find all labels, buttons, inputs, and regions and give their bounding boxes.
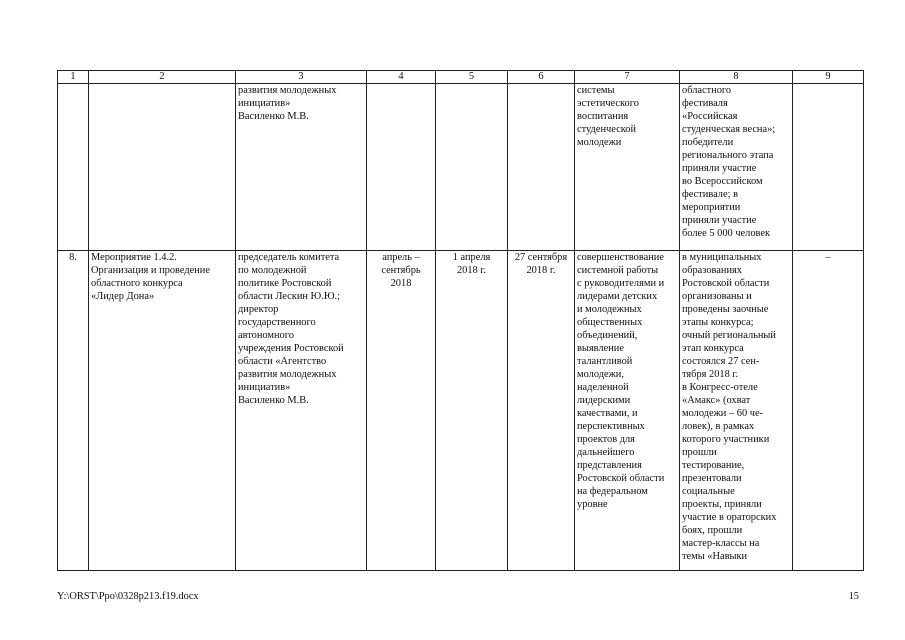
text-line: 2018 (390, 278, 412, 289)
col-header-4: 4 (367, 71, 436, 84)
text-line: образованиях (682, 265, 743, 276)
text-line: фестиваля (682, 98, 728, 109)
text-line: боях, прошли (682, 525, 743, 536)
text-line: проведены заочные (682, 304, 769, 315)
text-line: развития молодежных (238, 369, 337, 380)
text-line: сентябрь (381, 265, 421, 276)
text-line: этапы конкурса; (682, 317, 754, 328)
text-line: более 5 000 человек (682, 228, 771, 239)
col-header-6: 6 (508, 71, 575, 84)
text-line: совершенствование (577, 252, 664, 263)
text-line: лидерскими (577, 395, 631, 406)
header-row (58, 71, 864, 84)
text-line: уровне (577, 499, 608, 510)
text-line: 1 апреля (452, 252, 491, 263)
text-line: эстетического (577, 98, 639, 109)
text-line: Василенко М.В. (238, 395, 309, 406)
col-header-7: 7 (575, 71, 680, 84)
text-line: общественных (577, 317, 643, 328)
text-line: приняли участие (682, 163, 757, 174)
cell-responsible (236, 84, 367, 251)
page-number: 15 (848, 591, 859, 602)
text-line: молодежи, (577, 369, 624, 380)
table-row (58, 84, 864, 251)
text-line: с руководителями и (577, 278, 665, 289)
text-line: тября 2018 г. (682, 369, 739, 380)
cell-reasons: – (793, 251, 864, 571)
cell-event (89, 84, 236, 251)
text-line: и молодежных (577, 304, 642, 315)
cell-planned-period (367, 251, 436, 571)
text-line: наделенной (577, 382, 629, 393)
events-table (57, 70, 864, 571)
text-line: объединений, (577, 330, 638, 341)
text-line: директор (238, 304, 279, 315)
text-line: «Российская (682, 111, 738, 122)
text-line: социальные (682, 486, 735, 497)
text-line: учреждения Ростовской (238, 343, 344, 354)
text-line: участие в ораторских (682, 512, 777, 523)
text-line: инициатив» (238, 382, 291, 393)
text-line: Организация и проведение (91, 265, 210, 276)
text-line: инициатив» (238, 98, 291, 109)
text-line: области «Агентство (238, 356, 327, 367)
text-line: молодежи – 60 че- (682, 408, 764, 419)
text-line: приняли участие (682, 215, 757, 226)
text-line: Мероприятие 1.4.2. (91, 252, 177, 263)
text-line: прошли (682, 447, 717, 458)
text-line: дальнейшего (577, 447, 635, 458)
cell-responsible (236, 251, 367, 571)
text-line: талантливой (577, 356, 633, 367)
col-header-3: 3 (236, 71, 367, 84)
cell-start-date (436, 251, 508, 571)
text-line: на федеральном (577, 486, 648, 497)
text-line: студенческой (577, 124, 636, 135)
cell-end-date (508, 251, 575, 571)
cell-expected-result (575, 251, 680, 571)
text-line: в Конгресс-отеле (682, 382, 758, 393)
cell-expected-result (575, 84, 680, 251)
text-line: регионального этапа (682, 150, 774, 161)
text-line: фестивале; в (682, 189, 738, 200)
col-header-1: 1 (58, 71, 89, 84)
col-header-5: 5 (436, 71, 508, 84)
text-line: презентовали (682, 473, 742, 484)
text-line: 2018 г. (456, 265, 487, 276)
text-line: политике Ростовской (238, 278, 332, 289)
table-row (58, 251, 864, 571)
cell-actual-result (680, 251, 793, 571)
text-line: темы «Навыки (682, 551, 748, 562)
text-line: которого участники (682, 434, 770, 445)
text-line: проекты, приняли (682, 499, 762, 510)
text-line: организованы и (682, 291, 752, 302)
text-line: системы (577, 85, 615, 96)
text-line: в муниципальных (682, 252, 762, 263)
text-line: студенческая весна»; (682, 124, 776, 135)
text-line: областного конкурса (91, 278, 183, 289)
text-line: «Лидер Дона» (91, 291, 155, 302)
text-line: Ростовской области (682, 278, 770, 289)
col-header-2: 2 (89, 71, 236, 84)
text-line: 2018 г. (526, 265, 556, 276)
text-line: ловек), в рамках (682, 421, 755, 432)
cell-event (89, 251, 236, 571)
text-line: лидерами детских (577, 291, 658, 302)
text-line: государственного (238, 317, 316, 328)
cell-actual-result (680, 84, 793, 251)
cell-start-date (436, 84, 508, 251)
cell-reasons (793, 84, 864, 251)
footer-file-path: Y:\ORST\Ppo\0328p213.f19.docx (57, 591, 199, 602)
text-line: системной работы (577, 265, 659, 276)
text-line: воспитания (577, 111, 629, 122)
text-line: Ростовской области (577, 473, 665, 484)
col-header-8: 8 (680, 71, 793, 84)
text-line: состоялся 27 сен- (682, 356, 760, 367)
cell-planned-period (367, 84, 436, 251)
text-line: «Амакс» (охват (682, 395, 751, 406)
text-line: областного (682, 85, 732, 96)
text-line: по молодежной (238, 265, 307, 276)
text-line: качествами, и (577, 408, 638, 419)
text-line: молодежи (577, 137, 622, 148)
text-line: представления (577, 460, 642, 471)
text-line: развития молодежных (238, 85, 337, 96)
col-header-9: 9 (793, 71, 864, 84)
text-line: очный региональный (682, 330, 776, 341)
cell-number: 8. (58, 251, 89, 571)
cell-number (58, 84, 89, 251)
text-line: во Всероссийском (682, 176, 763, 187)
text-line: 27 сентября (514, 252, 568, 263)
text-line: Василенко М.В. (238, 111, 309, 122)
text-line: председатель комитета (238, 252, 340, 263)
text-line: этап конкурса (682, 343, 744, 354)
text-line: мастер-классы на (682, 538, 760, 549)
text-line: области Лескин Ю.Ю.; (238, 291, 340, 302)
text-line: мероприятии (682, 202, 741, 213)
text-line: победители (682, 137, 734, 148)
text-line: автономного (238, 330, 294, 341)
text-line: тестирование, (682, 460, 745, 471)
text-line: проектов для (577, 434, 635, 445)
text-line: выявление (577, 343, 624, 354)
text-line: апрель – (382, 252, 420, 263)
text-line: перспективных (577, 421, 645, 432)
cell-end-date (508, 84, 575, 251)
